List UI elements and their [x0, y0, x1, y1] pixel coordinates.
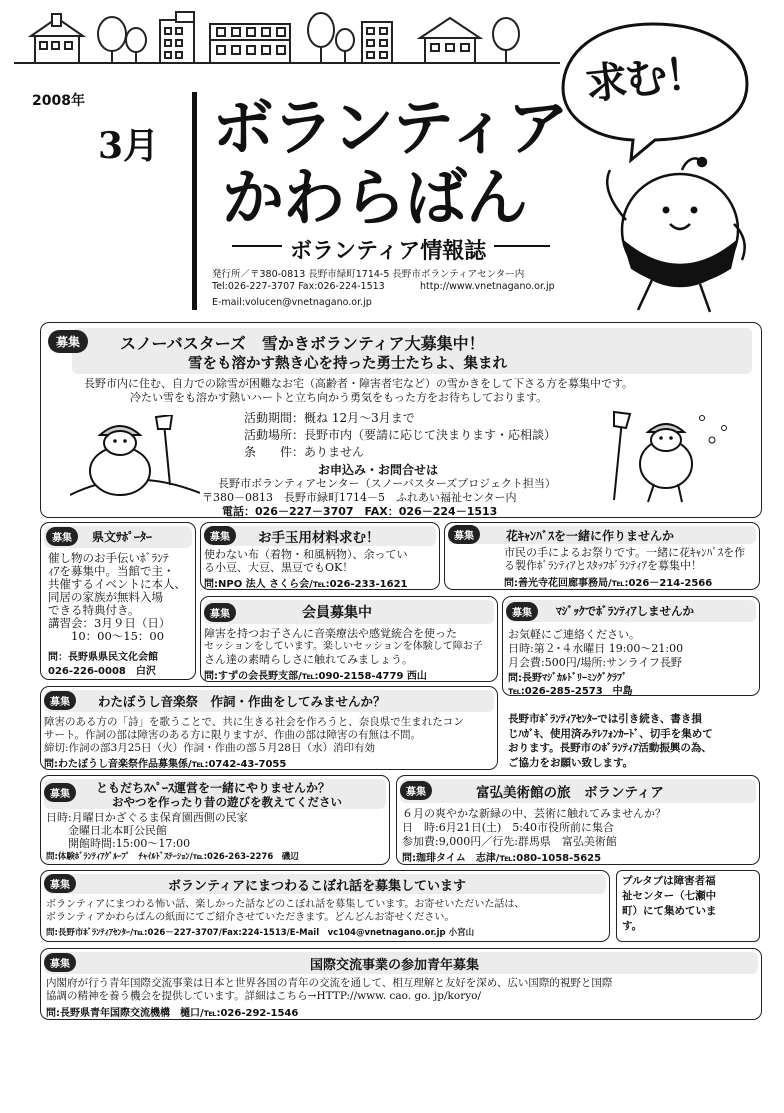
kaiin-body-3: さん達の素晴らしさに触れてみましょう。: [204, 653, 413, 666]
recruit-tag: 募集: [204, 603, 236, 622]
tomodachi-body-3: 開館時間:15:00～17:00: [46, 837, 191, 850]
kaiin-body-1: 障害を持つお子さんに音楽療法や感覚統合を使った: [204, 627, 457, 640]
otedama-title: お手玉用材料求む！: [258, 530, 380, 546]
hana-body-1: 市民の手によるお祭りです。一緒に花ｷｬﾝﾊﾞｽを作: [504, 546, 746, 559]
recruit-tag: 募集: [48, 330, 88, 353]
snowbusters-intro-2: 冷たい雪をも溶かす熱いハートと立ち向かう勇気をもった方をお待ちしております。: [130, 391, 548, 404]
recruit-tag: 募集: [44, 691, 76, 710]
tomihiro-body-2: 日 時:6月21日(土) 5:40市役所前に集合: [402, 821, 614, 834]
tomodachi-body-2: 金曜日北本町公民館: [46, 824, 167, 837]
hana-contact: 問:善光寺花回廊事務局/℡:026－214-2566: [504, 578, 713, 589]
bubble-text: 求む！: [583, 47, 708, 110]
recruit-tag: 募集: [448, 525, 480, 544]
snowman-right-illustration: [592, 410, 742, 505]
masthead-divider: [192, 92, 197, 310]
snowbusters-intro-1: 長野市内に住む、自力での除雪が困難なお宅（高齢者・障害者宅など）の雪かきをして下さる方を募集中です。: [84, 377, 634, 390]
recruit-tag: 募集: [46, 527, 78, 546]
snowbusters-subtitle: 雪をも溶かす熱き心を持った勇士たちよ、集まれ: [188, 356, 507, 372]
publisher-email[interactable]: E-mail:volucen@vnetnagano.or.jp: [212, 297, 372, 308]
otedama-body-1: 使わない布（着物・和風柄物）、余ってい: [204, 548, 408, 561]
kenbun-contact-2: 026-226-0008 白沢: [48, 666, 156, 677]
watabou-title: わたぼうし音楽祭 作詞・作曲をしてみませんか？: [98, 694, 386, 709]
recruit-tag: 募集: [506, 602, 538, 621]
pulltab-note: プルタブは障害者福 祉センター（七瀬中 町）にて集めていま す。: [622, 875, 717, 932]
kenbun-title: 県文ｻﾎﾟｰﾀｰ: [92, 530, 153, 544]
tomodachi-contact: 問:体験ﾎﾞﾗﾝﾃｨｱｸﾞﾙｰﾌﾟ ﾁｬｲﾙﾄﾞｽﾃｰｼｮﾝ/℡:026-263-2276 磯辺: [46, 852, 299, 862]
kaiin-title: 会員募集中: [302, 605, 372, 621]
issue-year: 2008年: [32, 93, 85, 109]
snowbusters-title: スノーバスターズ 雪かきボランティア大募集中！: [120, 334, 485, 353]
tomihiro-body-1: ６月の爽やかな新緑の中、芸術に触れてみませんか？: [402, 807, 666, 820]
kokusai-contact: 問:長野県青年国際交流機構 樋口/℡:026-292-1546: [46, 1008, 299, 1019]
snowman-left-illustration: [70, 415, 200, 500]
kenbun-body: 催し物のお手伝いﾎﾞﾗﾝﾃ ｨｱを募集中。当館で主・ 共催するイベントに本人、 同居の家族が無料入場 できる特典付き。 講習会：3月９日（日） 10：00～15：00: [48, 552, 186, 643]
publisher-address: 発行所／〒380-0813 長野市緑町1714-5 長野市ボランティアセンター内: [212, 269, 525, 280]
masthead-title-line2: かわらばん: [222, 161, 528, 234]
recruit-tag: 募集: [44, 874, 76, 893]
hana-body-2: る製作ﾎﾞﾗﾝﾃｨｱとｽﾀｯﾌﾎﾞﾗﾝﾃｨｱを募集中！: [504, 559, 702, 572]
masthead-subtitle: ボランティア情報誌: [282, 234, 494, 265]
tomodachi-body-1: 日時:月曜日かざぐるま保育園西側の民家: [46, 811, 248, 824]
kaiin-contact: 問:すずの会長野支部/℡:090-2158-4779 西山: [204, 671, 427, 682]
snowbusters-inquiry-line2: 〒380－0813 長野市緑町1714－5 ふれあい福祉センター内: [202, 491, 517, 504]
kobore-body-1: ボランティアにまつわる怖い話、楽しかった話などのこぼれ話を募集しています。お寄せいただいた話は、: [46, 899, 525, 910]
kenbun-contact-1: 問：長野県県民文化会館: [48, 652, 158, 663]
watabou-body-3: 締切:作詞の部3月25日（火）作詞・作曲の部５月28日（水）消印有効: [44, 742, 375, 754]
magic-contact-1: 問:長野ﾏｼﾞｶﾙﾄﾞﾘｰﾐﾝｸﾞｸﾗﾌﾞ: [508, 673, 627, 684]
magic-body-2: 日時:第２･４水曜日 19:00～21:00: [508, 642, 684, 655]
watabou-contact: 問:わたぼうし音楽祭作品募集係/℡:0742-43-7055: [44, 759, 287, 770]
recruit-tag: 募集: [204, 526, 236, 545]
masthead-title-line1: ボランティア: [212, 91, 568, 164]
kokusai-body-1: 内閣府が行う青年国際交流事業は日本と世界各国の青年の交流を通して、相互理解と友好を深め、広い国際的視野と国際: [46, 977, 613, 989]
tomodachi-subtitle: おやつを作ったり昔の遊びを教えてください: [112, 795, 342, 809]
kobore-body-2: ボランティアかわらばんの紙面にてご紹介させていただきます。どんどんお寄せください。: [46, 912, 455, 923]
kokusai-body-2: 協調の精神を養う機会を提供しています。詳細はこちら→HTTP://www. cao. go. jp/koryo/: [46, 990, 482, 1002]
tomihiro-body-3: 参加費:9,000円／行先:群馬県 富弘美術館: [402, 835, 617, 848]
kaiin-body-2: セッションをしています。楽しいセッションを体験して障お子: [204, 641, 483, 652]
publisher-tel-fax: Tel:026-227-3707 Fax:026-224-1513: [212, 281, 385, 292]
otedama-body-2: る小豆、大豆、黒豆でもOK！: [204, 561, 354, 574]
snowbusters-inquiry-title: お申込み・お問合せは: [318, 463, 439, 477]
snowbusters-detail-place: 活動場所：長野市内（要請に応じて決まります・応相談）: [244, 429, 557, 442]
snowbusters-detail-condition: 条 件：ありません: [244, 446, 365, 459]
snowbusters-detail-period: 活動期間：概ね 12月～3月まで: [244, 412, 415, 425]
watabou-body-1: 障害のある方の「詩」を歌うことで、共に生きる社会を作ろうと、奈良県で生まれたコン: [44, 716, 464, 728]
recruit-tag: 募集: [400, 781, 432, 800]
kobore-contact: 問:長野市ﾎﾞﾗﾝﾃｨｱｾﾝﾀｰ/℡:026－227-3707/Fax:224-1513/E-Mail vc104@vnetnagano.or.jp 小宮山: [46, 928, 475, 938]
hana-title: 花ｷｬﾝﾊﾞｽを一緒に作りませんか: [506, 529, 675, 543]
snowbusters-inquiry-line1: 長野市ボランティアセンター（スノーバスターズプロジェクト担当）: [218, 477, 556, 490]
magic-contact-2: ℡:026-285-2573 中島: [508, 686, 633, 697]
magic-title: ﾏｼﾞｯｸでﾎﾞﾗﾝﾃｨｱしませんか: [556, 604, 694, 618]
magic-body-3: 月会費:500円/場所:サンライフ長野: [508, 656, 682, 669]
mascot-illustration: [590, 150, 760, 320]
issue-month: 3月: [98, 125, 160, 167]
tomihiro-contact: 問:珈琲タイム 志津/℡:080-1058-5625: [402, 853, 602, 864]
snowbusters-inquiry-line3: 電話：026－227－3707 FAX：026－224－1513: [222, 505, 498, 518]
recruit-tag: 募集: [44, 783, 76, 802]
tomihiro-title: 富弘美術館の旅 ボランティア: [476, 785, 664, 801]
collection-note: 長野市ﾎﾞﾗﾝﾃｨｱｾﾝﾀｰでは引き続き、書き損 じﾊｶﾞｷ、使用済みﾃﾚﾌｫﾝｶｰﾄﾞ、切手を集めて おります。長野市のﾎﾞﾗﾝﾃｨｱ活動振興の為、 ご協力をお願い致します。: [508, 713, 713, 769]
kobore-title: ボランティアにまつわるこぼれ話を募集しています: [168, 879, 466, 894]
magic-body-1: お気軽にご連絡ください。: [508, 628, 640, 641]
kokusai-title: 国際交流事業の参加青年募集: [310, 958, 480, 973]
tomodachi-title: ともだちｽﾍﾟｰｽ運営を一緒にやりませんか？: [96, 781, 331, 795]
watabou-body-2: サート。作詞の部は障害のある方に限りますが、作曲の部は障害の有無は不問。: [44, 729, 422, 741]
publisher-url[interactable]: http://www.vnetnagano.or.jp: [420, 281, 555, 292]
otedama-contact: 問:NPO 法人 さくら会/℡:026-233-1621: [204, 579, 408, 590]
recruit-tag: 募集: [44, 953, 76, 972]
